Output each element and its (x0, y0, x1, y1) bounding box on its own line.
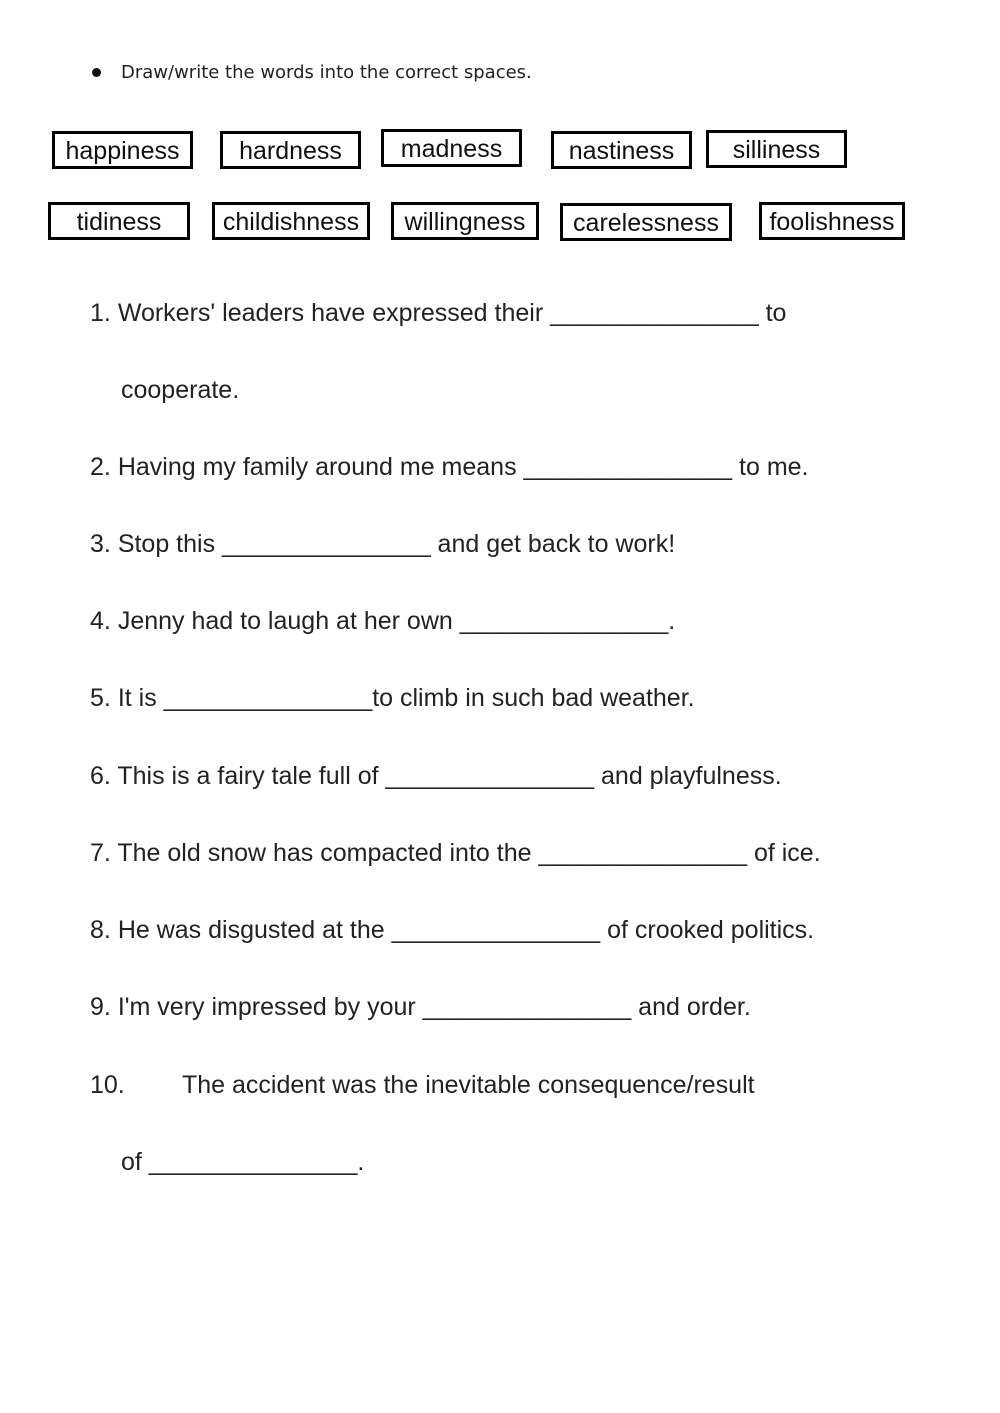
word-box-foolishness[interactable]: foolishness (759, 202, 905, 240)
word-box-hardness[interactable]: hardness (220, 131, 361, 169)
question-2 (90, 452, 809, 482)
word-box-carelessness[interactable]: carelessness (560, 203, 732, 241)
question-number: 5. (90, 684, 111, 712)
instruction-text: Draw/write the words into the correct spaces. (121, 62, 532, 83)
question-3 (90, 529, 675, 559)
question-1-continuation: cooperate. (121, 376, 240, 404)
question-number: 6. (90, 762, 111, 790)
question-7 (90, 838, 821, 868)
question-text: The old snow has compacted into the _______________ of ice. (117, 839, 821, 867)
word-box-happiness[interactable]: happiness (52, 131, 193, 169)
word-box-silliness[interactable]: silliness (706, 130, 847, 168)
word-box-nastiness[interactable]: nastiness (551, 131, 692, 169)
instruction (90, 62, 532, 83)
question-8 (90, 915, 814, 945)
question-text: Stop this _______________ and get back to work! (117, 530, 676, 558)
question-text: This is a fairy tale full of _______________ and playfulness. (117, 762, 782, 790)
question-text: The accident was the inevitable consequence/result (182, 1071, 755, 1099)
bullet-icon (92, 68, 101, 77)
question-number: 9. (90, 993, 111, 1021)
question-text: Workers' leaders have expressed their _______________ to (117, 299, 787, 327)
word-box-childishness[interactable]: childishness (212, 202, 370, 240)
question-number: 4. (90, 607, 111, 635)
question-number: 1. (90, 299, 111, 327)
question-text: It is _______________to climb in such bad weather. (117, 684, 695, 712)
question-text: Having my family around me means _______________ to me. (117, 453, 809, 481)
word-box-willingness[interactable]: willingness (391, 202, 539, 240)
question-10 (90, 1070, 755, 1100)
question-text: I'm very impressed by your _______________ and order. (117, 993, 751, 1021)
question-5 (90, 683, 695, 713)
question-9 (90, 992, 751, 1022)
question-number: 8. (90, 916, 111, 944)
question-1 (90, 298, 786, 328)
question-number: 2. (90, 453, 111, 481)
question-text: He was disgusted at the _______________ of crooked politics. (117, 916, 815, 944)
question-10-continuation: of _______________. (121, 1148, 365, 1176)
word-box-madness[interactable]: madness (381, 129, 522, 167)
question-text: Jenny had to laugh at her own _______________. (117, 607, 676, 635)
question-number: 7. (90, 839, 111, 867)
question-6 (90, 761, 782, 791)
question-number: 10. (90, 1071, 125, 1099)
question-4 (90, 606, 675, 636)
question-number: 3. (90, 530, 111, 558)
word-box-tidiness[interactable]: tidiness (48, 202, 190, 240)
